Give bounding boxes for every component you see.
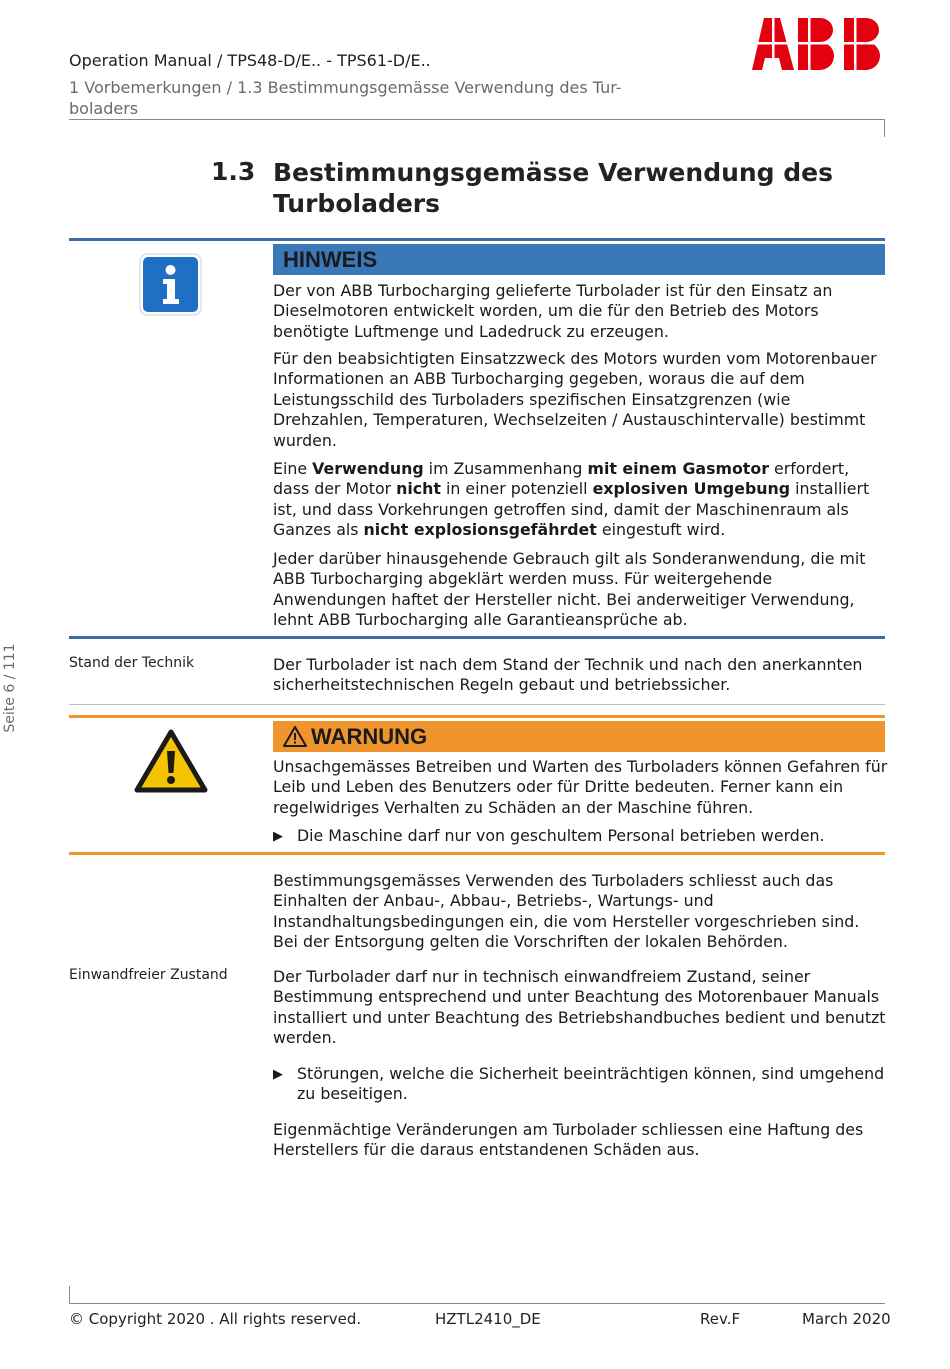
warning-icon bbox=[134, 729, 208, 797]
text-run: im Zusammenhang bbox=[423, 459, 588, 478]
notice-banner: HINWEIS bbox=[273, 244, 885, 275]
bold-run: Verwendung bbox=[312, 459, 424, 478]
text-run: eingestuft wird. bbox=[596, 520, 726, 540]
section-title-line-2: Turboladers bbox=[273, 189, 441, 218]
bold-run: nicht bbox=[396, 479, 441, 499]
bold-run: explosiven Umgebung bbox=[592, 479, 791, 499]
section-title bbox=[273, 157, 833, 219]
notice-bottom-rule bbox=[69, 636, 885, 639]
footer-revision: Rev.F bbox=[700, 1310, 741, 1328]
general-text: Bestimmungsgemässes Verwenden des Turboladers schliesst auch das Einhalten der Anbau-, Abbau-, Betriebs-, Wartungs- und Instandhaltungsbedingungen ein, die vom Hersteller vorgeschrieben sind. Bei der Entsorgung gelten die Vorschriften der lokalen Behörden. bbox=[273, 871, 860, 952]
warning-banner bbox=[273, 721, 885, 752]
notice-paragraph-1: Der von ABB Turbocharging gelieferte Turbolader ist für den Einsatz an Dieselmotoren entwickelt worden, um die für den Betrieb des Motors benötigte Luftmenge und Ladedruck zu erzeugen. bbox=[273, 281, 833, 341]
footer-doc-id: HZTL2410_DE bbox=[435, 1310, 541, 1328]
section-number: 1.3 bbox=[211, 157, 256, 186]
warning-label: WARNUNG bbox=[311, 724, 428, 749]
bullet-arrow-icon: ▶ bbox=[273, 829, 283, 844]
bold-run: mit einem Gasmotor bbox=[587, 459, 769, 478]
bold-run: nicht explosionsgefährdet bbox=[363, 520, 597, 540]
warning-bottom-rule bbox=[69, 852, 885, 855]
text-run: in einer potenziell bbox=[440, 479, 593, 499]
condition-text: Der Turbolader darf nur in technisch einwandfreiem Zustand, seiner Bestimmung entsprechend und unter Beachtung des Motorenbauer Manuals installiert und unter Beachtung des Betriebshandbuches bedient und benutzt werden. bbox=[273, 967, 886, 1048]
condition-label: Einwandfreier Zustand bbox=[69, 967, 228, 983]
document-title: Operation Manual / TPS48-D/E.. - TPS61-D/E.. bbox=[69, 51, 431, 70]
section-title-line-1: Bestimmungsgemässe Verwendung des bbox=[273, 158, 834, 187]
footer-rule bbox=[69, 1303, 885, 1304]
text-run: erfordert, dass der Motor bbox=[273, 459, 850, 499]
footer-rule-tick bbox=[69, 1286, 70, 1304]
breadcrumb-line-1: 1 Vorbemerkungen / 1.3 Bestimmungsgemässe Verwendung des Tur- bbox=[69, 78, 622, 97]
notice-paragraph-2: Für den beabsichtigten Einsatzzweck des Motors wurden vom Motorenbauer Informationen an ABB Turbocharging gegeben, woraus die auf dem Leistungsschild des Turboladers spezifischen Einsatzgrenzen (wie Drehzahlen, Temperaturen, Wechselzeiten / Austauschintervalle) bestimmt wurden. bbox=[273, 349, 877, 450]
text-run: installiert ist, und dass Vorkehrungen getroffen sind, damit der Maschinenraum als Ganzes als bbox=[273, 479, 870, 540]
notice-paragraph-3 bbox=[273, 459, 888, 541]
condition-bullet-text: Störungen, welche die Sicherheit beeinträchtigen können, sind umgehend zu beseitigen. bbox=[297, 1064, 885, 1104]
warning-top-rule bbox=[69, 715, 885, 718]
breadcrumb-line-2: boladers bbox=[69, 99, 139, 118]
stand-text: Der Turbolader ist nach dem Stand der Technik und nach den anerkannten sicherheitstechnischen Regeln gebaut und betriebssicher. bbox=[273, 655, 863, 695]
text-run: Eine bbox=[273, 459, 313, 478]
condition-closing: Eigenmächtige Veränderungen am Turbolader schliessen eine Haftung des Herstellers für die daraus entstandenen Schäden aus. bbox=[273, 1120, 864, 1160]
page-number: Seite 6 / 111 bbox=[2, 643, 18, 733]
notice-top-rule bbox=[69, 238, 885, 241]
header-rule-tick bbox=[884, 119, 885, 137]
info-icon bbox=[139, 253, 202, 320]
header-rule bbox=[69, 119, 885, 120]
notice-paragraph-4: Jeder darüber hinausgehende Gebrauch gilt als Sonderanwendung, die mit ABB Turbocharging abgeklärt werden muss. Für weitergehende Anwendungen haftet der Hersteller nicht. Bei anderweitiger Verwendung, lehnt ABB Turbocharging alle Garantieansprüche ab. bbox=[273, 549, 866, 630]
abb-logo bbox=[752, 18, 886, 74]
stand-label: Stand der Technik bbox=[69, 655, 195, 671]
condition-bullet bbox=[273, 1064, 888, 1105]
bullet-arrow-icon: ▶ bbox=[273, 1067, 283, 1082]
breadcrumb bbox=[69, 77, 669, 119]
footer-date: March 2020 bbox=[802, 1310, 891, 1328]
warning-bullet bbox=[273, 826, 888, 846]
warning-bullet-text: Die Maschine darf nur von geschultem Personal betrieben werden. bbox=[297, 826, 825, 845]
warning-small-icon bbox=[283, 726, 307, 747]
stand-divider bbox=[69, 704, 885, 705]
warning-text: Unsachgemässes Betreiben und Warten des Turboladers können Gefahren für Leib und Leben des Benutzers oder für Dritte bedeuten. Ferner kann ein regelwidriges Verhalten zu Schäden an der Maschine führen. bbox=[273, 757, 888, 817]
footer-copyright: © Copyright 2020 . All rights reserved. bbox=[69, 1310, 362, 1328]
